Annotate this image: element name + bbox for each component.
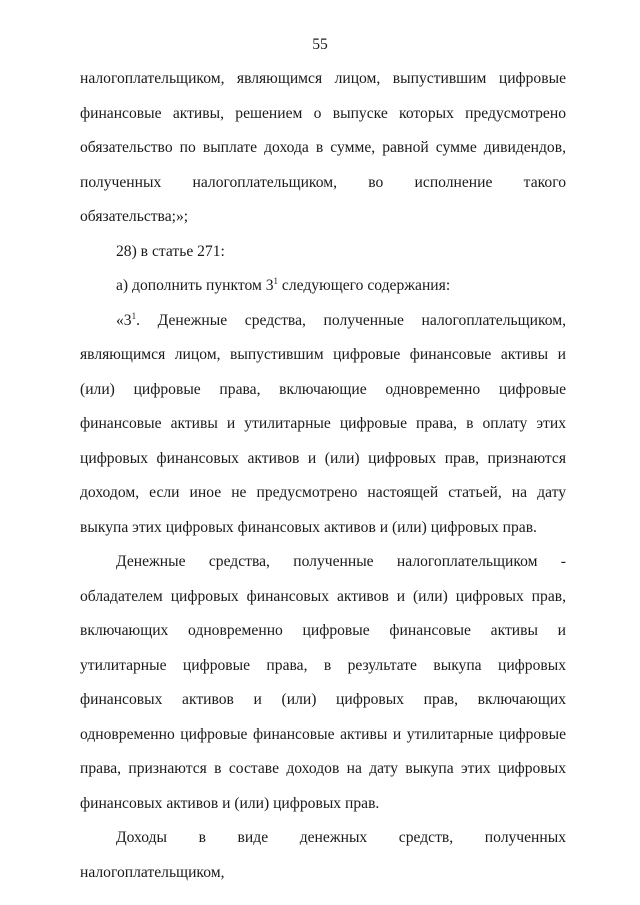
paragraph-income-cash (80, 821, 566, 890)
document-body (80, 62, 566, 890)
paragraph-text: 28) в статье 271: (116, 242, 225, 260)
paragraph-text-tail: . Денежные средства, полученные налогоплательщиком, являющимся лицом, выпустившим цифровые финансовые активы и (или) цифровые права, включающие одновременно цифровые финансовые активы и утилитарные цифровые права, в оплату этих цифровых финансовых активов и (или) цифровых прав, признаются доходом, если иное не предусмотрено настоящей статьей, на дату выкупа этих цифровых финансовых активов и (или) цифровых прав. (80, 311, 566, 536)
paragraph-text: налогоплательщиком, являющимся лицом, выпустившим цифровые финансовые активы, решением о выпуске которых предусмотрено обязательство по выплате дохода в сумме, равной сумме дивидендов, полученных налогоплательщиком, во исполнение такого обязательства;»; (80, 70, 566, 225)
paragraph-amendment-intro (80, 269, 566, 304)
paragraph-text: Денежные средства, полученные налогоплательщиком - обладателем цифровых финансовых активов и (или) цифровых прав, включающих одновременно цифровые финансовые активы и утилитарные цифровые права, в результате выкупа цифровых финансовых активов и (или) цифровых прав, включающих одновременно цифровые финансовые активы и утилитарные цифровые права, признаются в составе доходов на дату выкупа этих цифровых финансовых активов и (или) цифровых прав. (80, 553, 566, 812)
paragraph-continuation (80, 62, 566, 235)
paragraph-holder-income (80, 545, 566, 821)
paragraph-point-3-1 (80, 304, 566, 546)
paragraph-text-tail: следующего содержания: (278, 277, 451, 294)
paragraph-text: «3 (116, 311, 132, 329)
superscript-index: 1 (273, 276, 279, 286)
page-number: 55 (312, 36, 328, 53)
paragraph-text: Доходы в виде денежных средств, полученных налогоплательщиком, (80, 829, 566, 881)
paragraph-text: а) дополнить пунктом 3 (116, 277, 274, 294)
superscript-index: 1 (131, 310, 137, 321)
paragraph-article-heading (80, 235, 566, 270)
